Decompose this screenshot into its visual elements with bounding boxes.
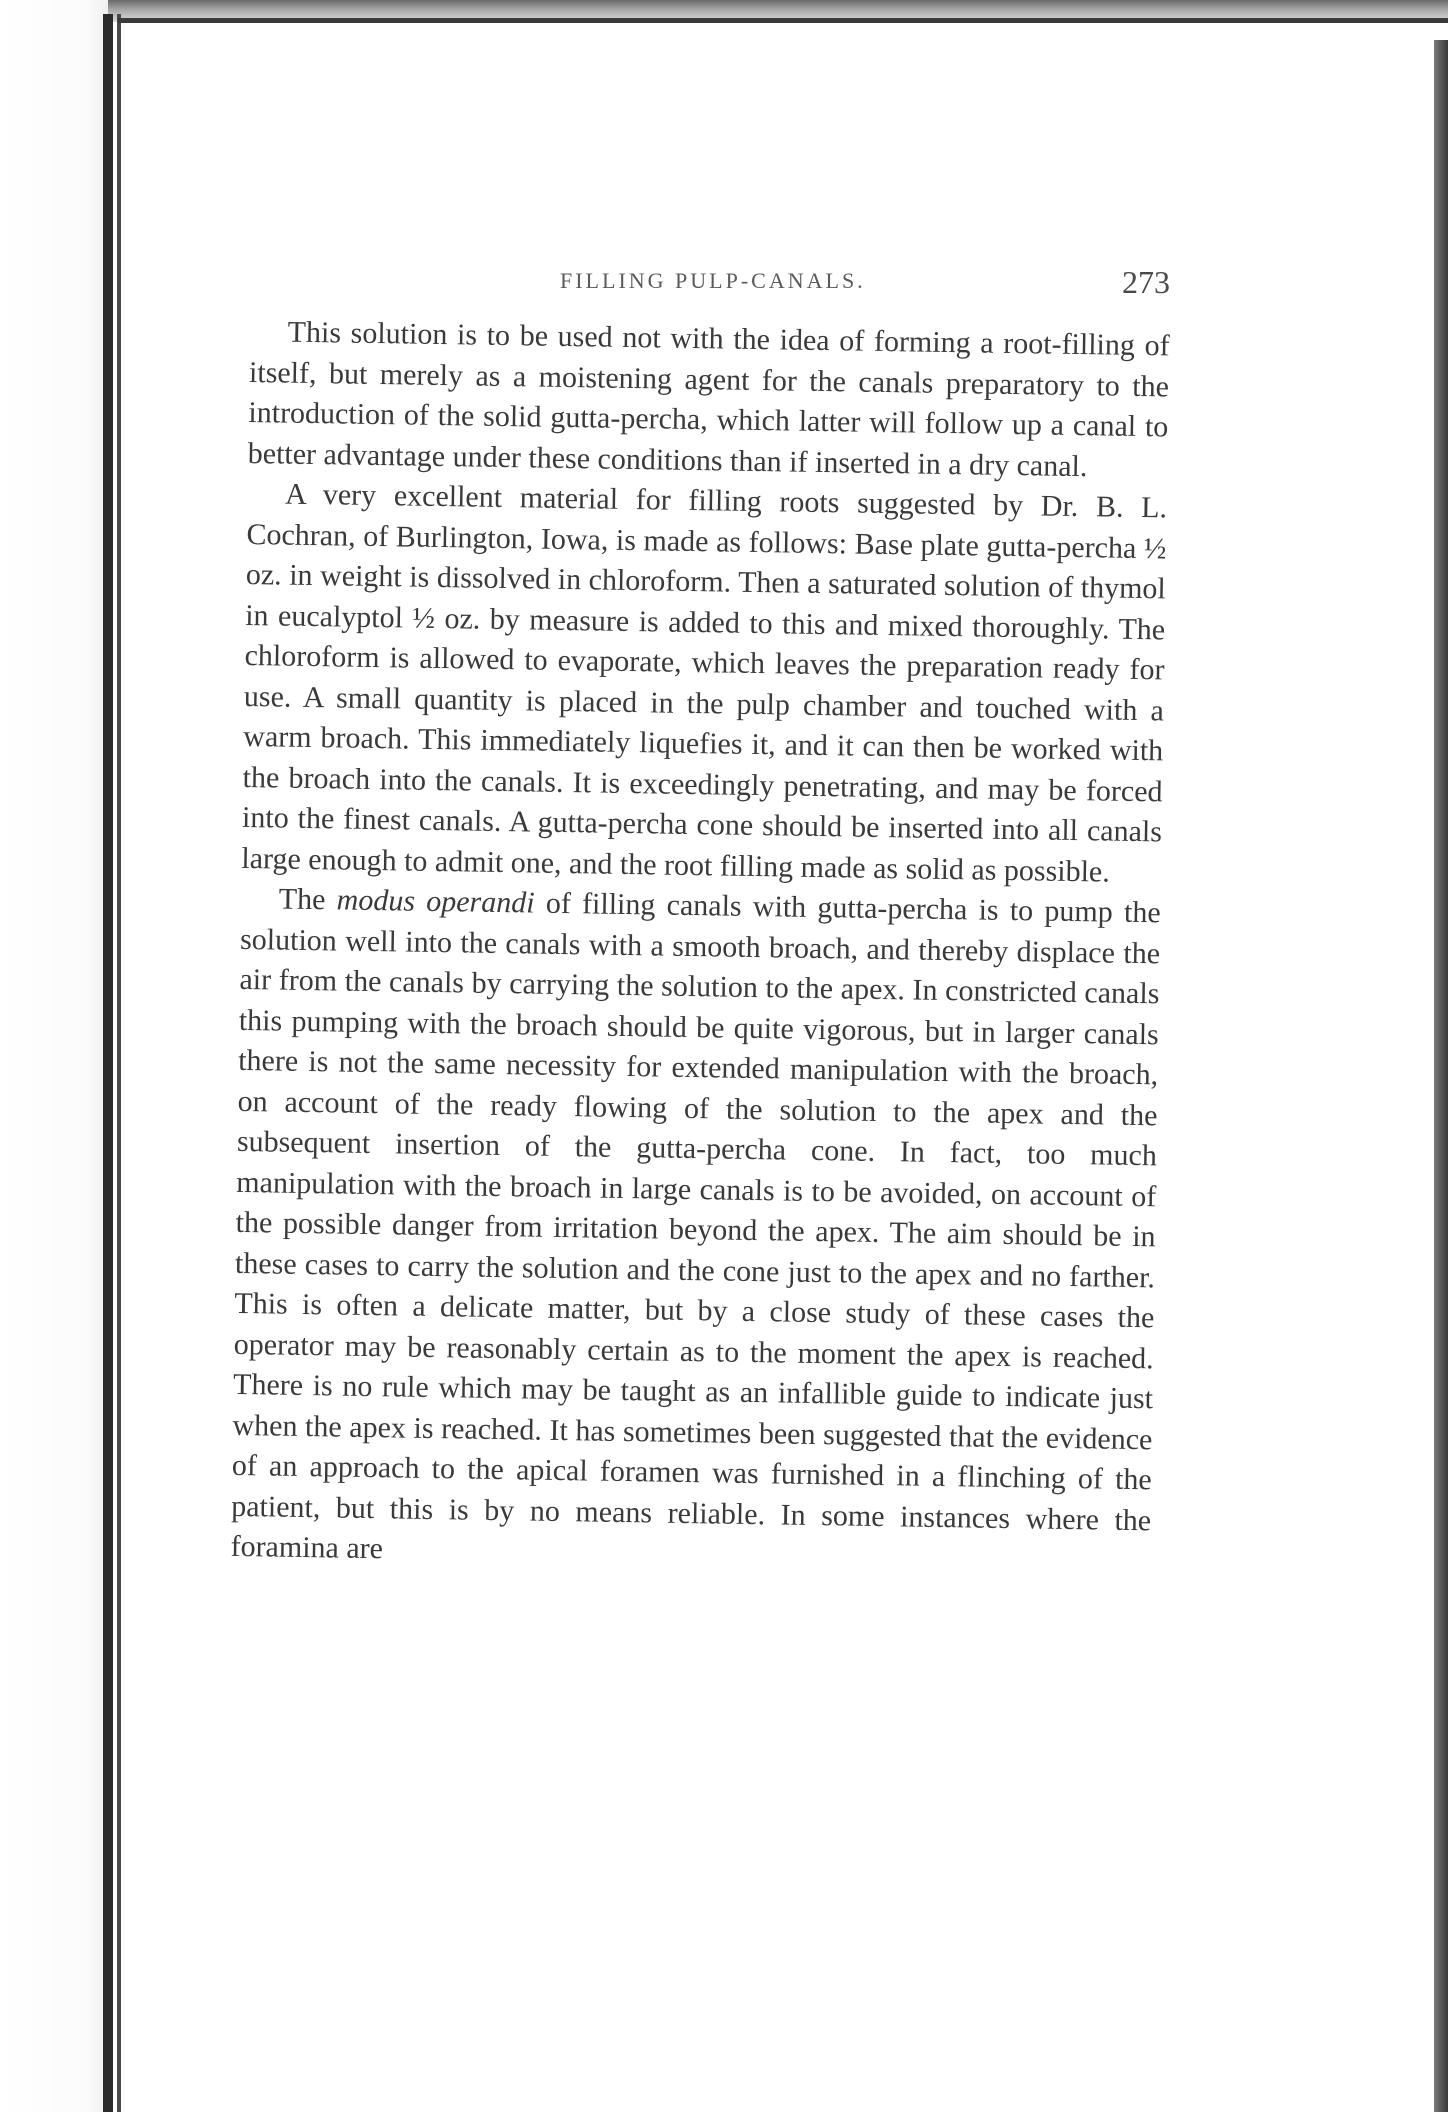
paragraph-solution-purpose: This solution is to be used not with the idea of forming a root-filling of itself, but merely as a moistening agent for the canals preparatory to the introduction of the solid gutta-percha, which latter will follow up a canal to better advantage under these conditions than if inserted in a dry canal. bbox=[247, 315, 1170, 483]
paragraph-modus-operandi bbox=[230, 879, 1161, 1582]
page-number: 273 bbox=[1122, 264, 1170, 300]
paragraph-continuation: of filling canals with gutta-percha is to pump the solution well into the canals with a smooth broach, and thereby displace the air from the canals by carrying the solution to the apex. In constricted canals this pumping with the broach should be quite vigorous, but in larger canals there is not the same necessity for extended manipulation with the broach, on account of the ready flowing of the solution to the apex and the subsequent insertion of the gutta-percha cone. In fact, too much manipulation with the broach in large canals is to be avoided, on account of the possible danger from irritation beyond the apex. The aim should be in these cases to carry the solution and the cone just to the apex and no farther. This is often a delicate matter, but by a close study of these cases the operator may be reasonably certain as to the moment the apex is reached. There is no rule which may be taught as an infallible guide to indicate just when the apex is reached. It has sometimes been suggested that the evidence of an approach to the apical foramen was furnished in a flinching of the patient, but this is by no means reliable. In some instances where the foramina are bbox=[230, 886, 1161, 1566]
body-text bbox=[230, 312, 1170, 1582]
facing-page-edge bbox=[0, 0, 108, 2112]
italic-term: modus operandi bbox=[336, 883, 535, 920]
paragraph-cochran-material: A very excellent material for filling roots suggested by Dr. B. L. Cochran, of Burlington, Iowa, is made as follows: Base plate gutta-percha ½ oz. in weight is dissolved in chloroform. Then a saturated solution of thymol in eucalyptol ½ oz. by measure is added to this and mixed thoroughly. The chloroform is allowed to evaporate, which leaves the preparation ready for use. A small quantity is placed in the pulp chamber and touched with a warm broach. This immediately liquefies it, and it can then be worked with the broach into the canals. It is exceedingly penetrating, and may be forced into the finest canals. A gutta-percha cone should be inserted into all canals large enough to admit one, and the root filling made as solid as possible. bbox=[241, 477, 1168, 889]
page-top-edge bbox=[118, 18, 1448, 23]
running-head bbox=[250, 264, 1170, 304]
paragraph-lead-in: The bbox=[278, 882, 337, 917]
page-right-edge bbox=[1434, 40, 1448, 2112]
book-spine-shadow bbox=[103, 14, 113, 2112]
book-gutter-line bbox=[117, 14, 121, 2112]
running-title: FILLING PULP-CANALS. bbox=[560, 268, 866, 293]
